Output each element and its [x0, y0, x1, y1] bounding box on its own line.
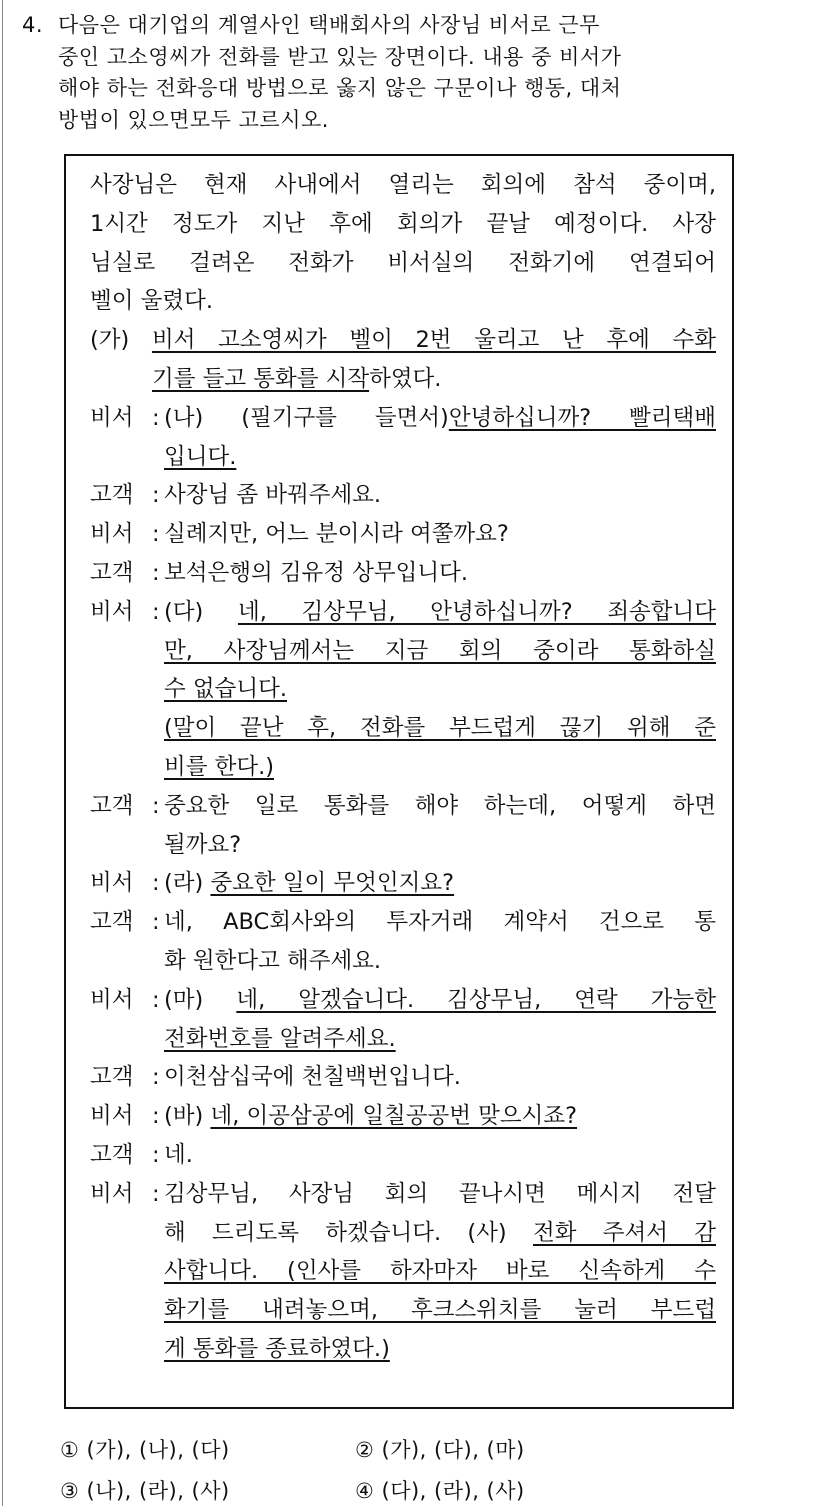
dialogue-cont — [90, 1020, 716, 1059]
scenario-box — [64, 154, 734, 1409]
item-ga-cont: 기를 들고 통화를 시작하였다. — [152, 365, 442, 392]
intro-line: 사장님은 현재 사내에서 열리는 회의에 참석 중이며, — [90, 172, 716, 198]
option-symbol: ③ — [60, 1479, 80, 1503]
dialogue-cont — [90, 1252, 716, 1291]
dialogue-cont: 될까요? — [164, 831, 242, 858]
underlined-text: 화기를 내려놓으며, 후크스위치를 눌러 부드럽 — [164, 1297, 716, 1324]
dialogue-cont: 화 원한다고 해주세요. — [164, 947, 382, 974]
colon: : — [152, 1141, 160, 1168]
speaker-label: 고객 — [90, 792, 134, 819]
marker-ga: (가) — [90, 327, 130, 354]
dialogue-cont: 해 드리도록 하겠습니다. (사) 전화 주셔서 감 — [164, 1219, 716, 1246]
underlined-text: 네, 김상무님, 안녕하십니까? 죄송합니다 — [237, 598, 716, 625]
speaker-label: 고객 — [90, 1064, 134, 1091]
dialogue-line: 고객 : 중요한 일로 통화를 해야 하는데, 어떻게 하면 — [90, 787, 716, 826]
marker-na: (나) — [164, 404, 204, 431]
question-number: 4. — [22, 13, 44, 37]
underlined-text: 게 통화를 종료하였다.) — [164, 1335, 390, 1362]
colon: : — [152, 986, 160, 1013]
dialogue-cont — [90, 438, 716, 477]
colon: : — [152, 792, 160, 819]
colon: : — [152, 482, 160, 509]
dialogue-cont — [90, 709, 716, 748]
intro-line: 1시간 정도가 지난 후에 회의가 끝날 예정이다. 사장 — [90, 210, 716, 237]
question-prompt — [22, 10, 782, 136]
colon: : — [152, 1180, 160, 1207]
dialogue-line: 비서 : 김상무님, 사장님 회의 끝나시면 메시지 전달 — [90, 1175, 716, 1214]
marker-ba: (바) — [164, 1103, 204, 1130]
scenario-body — [90, 166, 716, 1369]
item-ga — [90, 321, 716, 360]
marker-sa: (사) — [467, 1219, 507, 1246]
question-line: 중인 고소영씨가 전화를 받고 있는 장면이다. 내용 중 비서가 — [58, 44, 622, 69]
answer-options — [60, 1430, 760, 1512]
speaker-label: 비서 — [90, 1180, 134, 1207]
intro-line: 벨이 울렸다. — [90, 288, 213, 315]
underlined-text: 네, 알겠습니다. 김상무님, 연락 가능한 — [236, 986, 716, 1013]
colon: : — [152, 1103, 160, 1130]
dialogue-line: 고객 : 이천삼십국에 천칠백번입니다. — [90, 1058, 716, 1097]
speaker-label: 비서 — [90, 521, 134, 548]
dialogue-line — [90, 981, 716, 1020]
underlined-text: (말이 끝난 후, 전화를 부드럽게 끊기 위해 준 — [164, 715, 716, 742]
question-line: 방법이 있으면모두 고르시오. — [58, 107, 329, 132]
underlined-text: 사합니다. (인사를 하자마자 바로 신속하게 수 — [164, 1258, 716, 1285]
dialogue-cont — [90, 670, 716, 709]
speaker-label: 고객 — [90, 1141, 134, 1168]
underlined-text: 비서 고소영씨가 벨이 2번 울리고 난 후에 수화 — [151, 327, 716, 354]
option-text: (가), (다), (마) — [381, 1438, 525, 1462]
marker-ma: (마) — [164, 986, 204, 1013]
dialogue-line — [90, 864, 716, 903]
underlined-text: 기를 들고 통화를 시작 — [152, 365, 370, 392]
underlined-text: 중요한 일이 무엇인지요? — [210, 870, 455, 897]
underlined-text: 네, 이공삼공에 일칠공공번 맞으시죠? — [210, 1103, 578, 1130]
page-margin-rule — [2, 0, 3, 1506]
dialogue-line — [90, 593, 716, 632]
colon: : — [152, 1064, 160, 1091]
dialogue-line: 고객 : 보석은행의 김유정 상무입니다. — [90, 554, 716, 593]
option-text: (다), (라), (사) — [381, 1479, 525, 1503]
dialogue-cont — [90, 748, 716, 787]
options-row — [60, 1430, 760, 1471]
speaker-label: 비서 — [90, 1103, 134, 1130]
underlined-text: 안녕하십니까? 빨리택배 — [448, 404, 717, 431]
dialogue-cont — [90, 1330, 716, 1369]
underlined-text: 비를 한다.) — [164, 753, 275, 780]
option-1[interactable] — [60, 1430, 355, 1471]
speaker-label: 비서 — [90, 870, 134, 897]
colon: : — [152, 909, 160, 936]
dialogue-line: 비서 : (나) (필기구를 들면서)안녕하십니까? 빨리택배 — [90, 399, 716, 438]
dialogue-cont — [90, 1291, 716, 1330]
underlined-text: 전화 주셔서 감 — [532, 1219, 716, 1246]
speaker-label: 고객 — [90, 909, 134, 936]
colon: : — [152, 404, 160, 431]
colon: : — [152, 559, 160, 586]
speaker-label: 비서 — [90, 598, 134, 625]
dialogue-line: 고객 : 네, ABC회사와의 투자거래 계약서 건으로 통 — [90, 903, 716, 942]
marker-da: (다) — [164, 598, 204, 625]
option-text: (가), (나), (다) — [86, 1438, 230, 1462]
dialogue-line — [90, 1097, 716, 1136]
dialogue-line: 고객 : 네. — [90, 1136, 716, 1175]
marker-ra: (라) — [164, 870, 204, 897]
speaker-label: 비서 — [90, 404, 134, 431]
colon: : — [152, 870, 160, 897]
underlined-text: 만, 사장님께서는 지금 회의 중이라 통화하실 — [164, 637, 716, 664]
dialogue-line: 고객 : 사장님 좀 바꿔주세요. — [90, 476, 716, 515]
speaker-label: 고객 — [90, 482, 134, 509]
option-text: (나), (라), (사) — [86, 1479, 230, 1503]
question-line: 해야 하는 전화응대 방법으로 옳지 않은 구문이나 행동, 대처 — [58, 76, 622, 100]
underlined-text: 입니다. — [164, 443, 237, 470]
speaker-label: 비서 — [90, 986, 134, 1013]
option-symbol: ④ — [355, 1479, 375, 1503]
speaker-label: 고객 — [90, 559, 134, 586]
option-symbol: ① — [60, 1438, 80, 1462]
underlined-text: 전화번호를 알려주세요. — [164, 1025, 396, 1052]
colon: : — [152, 521, 160, 548]
intro-line: 님실로 걸려온 전화가 비서실의 전화기에 연결되어 — [90, 249, 716, 276]
question-line: 다음은 대기업의 계열사인 택배회사의 사장님 비서로 근무 — [58, 13, 600, 37]
option-2[interactable] — [355, 1430, 650, 1471]
underlined-text: 수 없습니다. — [164, 676, 287, 703]
dialogue-line: 비서 : 실례지만, 어느 분이시라 여쭐까요? — [90, 515, 716, 554]
option-symbol: ② — [355, 1438, 375, 1462]
dialogue-cont — [90, 632, 716, 671]
colon: : — [152, 598, 160, 625]
